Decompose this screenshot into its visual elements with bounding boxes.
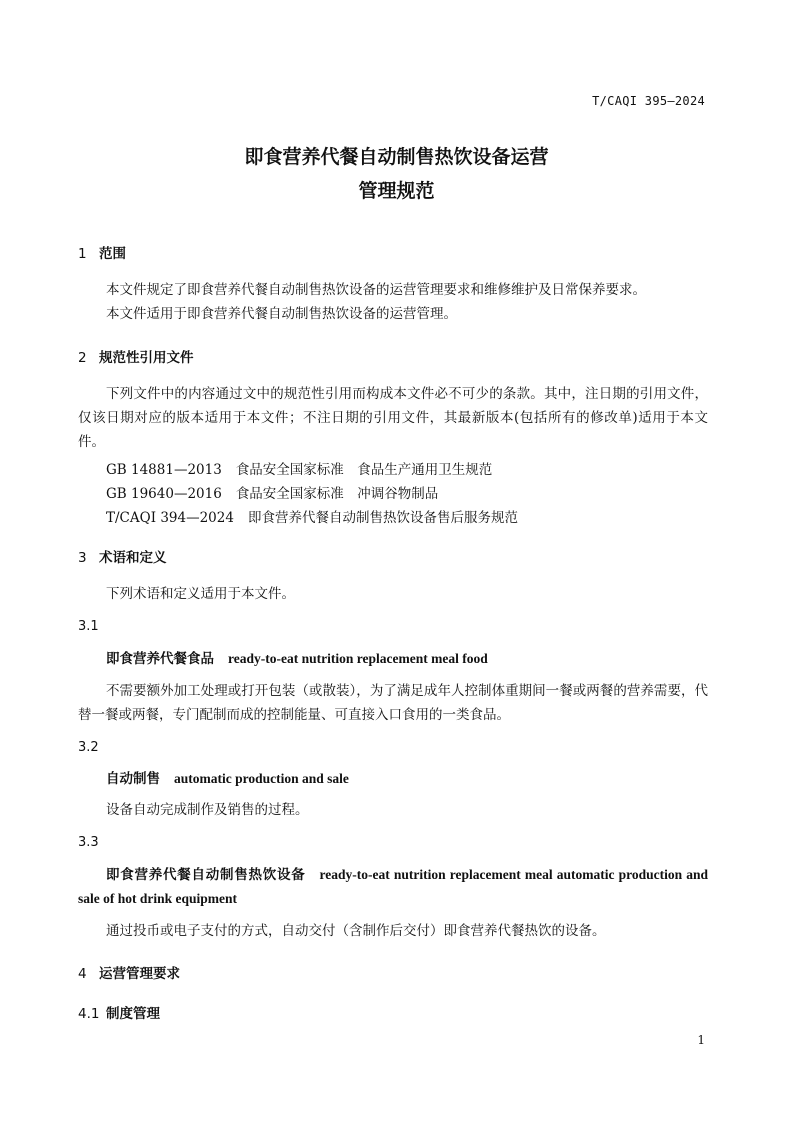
section-3-heading: [78, 546, 167, 566]
term-zh: 自动制售: [106, 771, 160, 787]
section-number: 1: [78, 246, 87, 262]
term-zh: 即食营养代餐自动制售热饮设备: [106, 867, 306, 883]
reference-code: T/CAQI 394—2024: [106, 510, 234, 526]
section-4-heading: [78, 962, 180, 982]
term-entry: [78, 863, 708, 911]
section-title: 运营管理要求: [99, 966, 180, 982]
section-number: 4.1: [78, 1006, 100, 1022]
reference-code: GB 19640—2016: [106, 486, 222, 502]
reference-title: 食品安全国家标准 冲调谷物制品: [235, 486, 439, 502]
section-title: 术语和定义: [99, 550, 167, 566]
paragraph: 下列术语和定义适用于本文件。: [106, 586, 295, 602]
reference-item: [106, 482, 438, 502]
term-number: 3.1: [78, 619, 99, 634]
term-entry: [78, 767, 708, 791]
reference-title: 即食营养代餐自动制售热饮设备售后服务规范: [247, 510, 518, 526]
paragraph: 下列文件中的内容通过文中的规范性引用而构成本文件必不可少的条款。其中，注日期的引用文件，仅该日期对应的版本适用于本文件；不注日期的引用文件，其最新版本(包括所有的修改单)适用于本文件。: [78, 386, 708, 450]
term-en: ready-to-eat nutrition replacement meal automatic production and sale of hot drink equipment: [78, 867, 709, 906]
section-number: 4: [78, 966, 87, 982]
paragraph: 本文件规定了即食营养代餐自动制售热饮设备的运营管理要求和维修维护及日常保养要求。: [106, 282, 646, 298]
term-zh: 即食营养代餐食品: [106, 651, 214, 667]
section-title: 范围: [99, 246, 126, 262]
section-number: 3: [78, 550, 87, 566]
section-2-heading: [78, 346, 194, 366]
reference-item: [106, 506, 518, 526]
paragraph: 本文件适用于即食营养代餐自动制售热饮设备的运营管理。: [106, 306, 457, 322]
term-number: 3.2: [78, 740, 99, 755]
term-en: ready-to-eat nutrition replacement meal food: [228, 651, 488, 666]
term-en: automatic production and sale: [174, 771, 349, 786]
document-title-line1: 即食营养代餐自动制售热饮设备运营: [244, 146, 549, 168]
document-title-line2: 管理规范: [358, 180, 435, 202]
term-number: 3.3: [78, 835, 99, 850]
section-title: 制度管理: [106, 1006, 160, 1022]
reference-title: 食品安全国家标准 食品生产通用卫生规范: [235, 462, 493, 478]
section-4-1-heading: [78, 1002, 160, 1022]
term-definition: 通过投币或电子支付的方式，自动交付（含制作后交付）即食营养代餐热饮的设备。: [106, 923, 606, 939]
term-entry: [78, 647, 708, 671]
term-definition: 不需要额外加工处理或打开包装（或散装），为了满足成年人控制体重期间一餐或两餐的营养需要，代替一餐或两餐，专门配制而成的控制能量、可直接入口食用的一类食品。: [78, 683, 708, 723]
reference-item: [106, 458, 492, 478]
page-number: 1: [697, 1033, 705, 1047]
standard-number: T/CAQI 395—2024: [592, 94, 705, 108]
section-1-heading: [78, 242, 126, 262]
section-title: 规范性引用文件: [99, 350, 194, 366]
term-definition: 设备自动完成制作及销售的过程。: [106, 802, 309, 818]
reference-code: GB 14881—2013: [106, 462, 222, 478]
section-number: 2: [78, 350, 87, 366]
